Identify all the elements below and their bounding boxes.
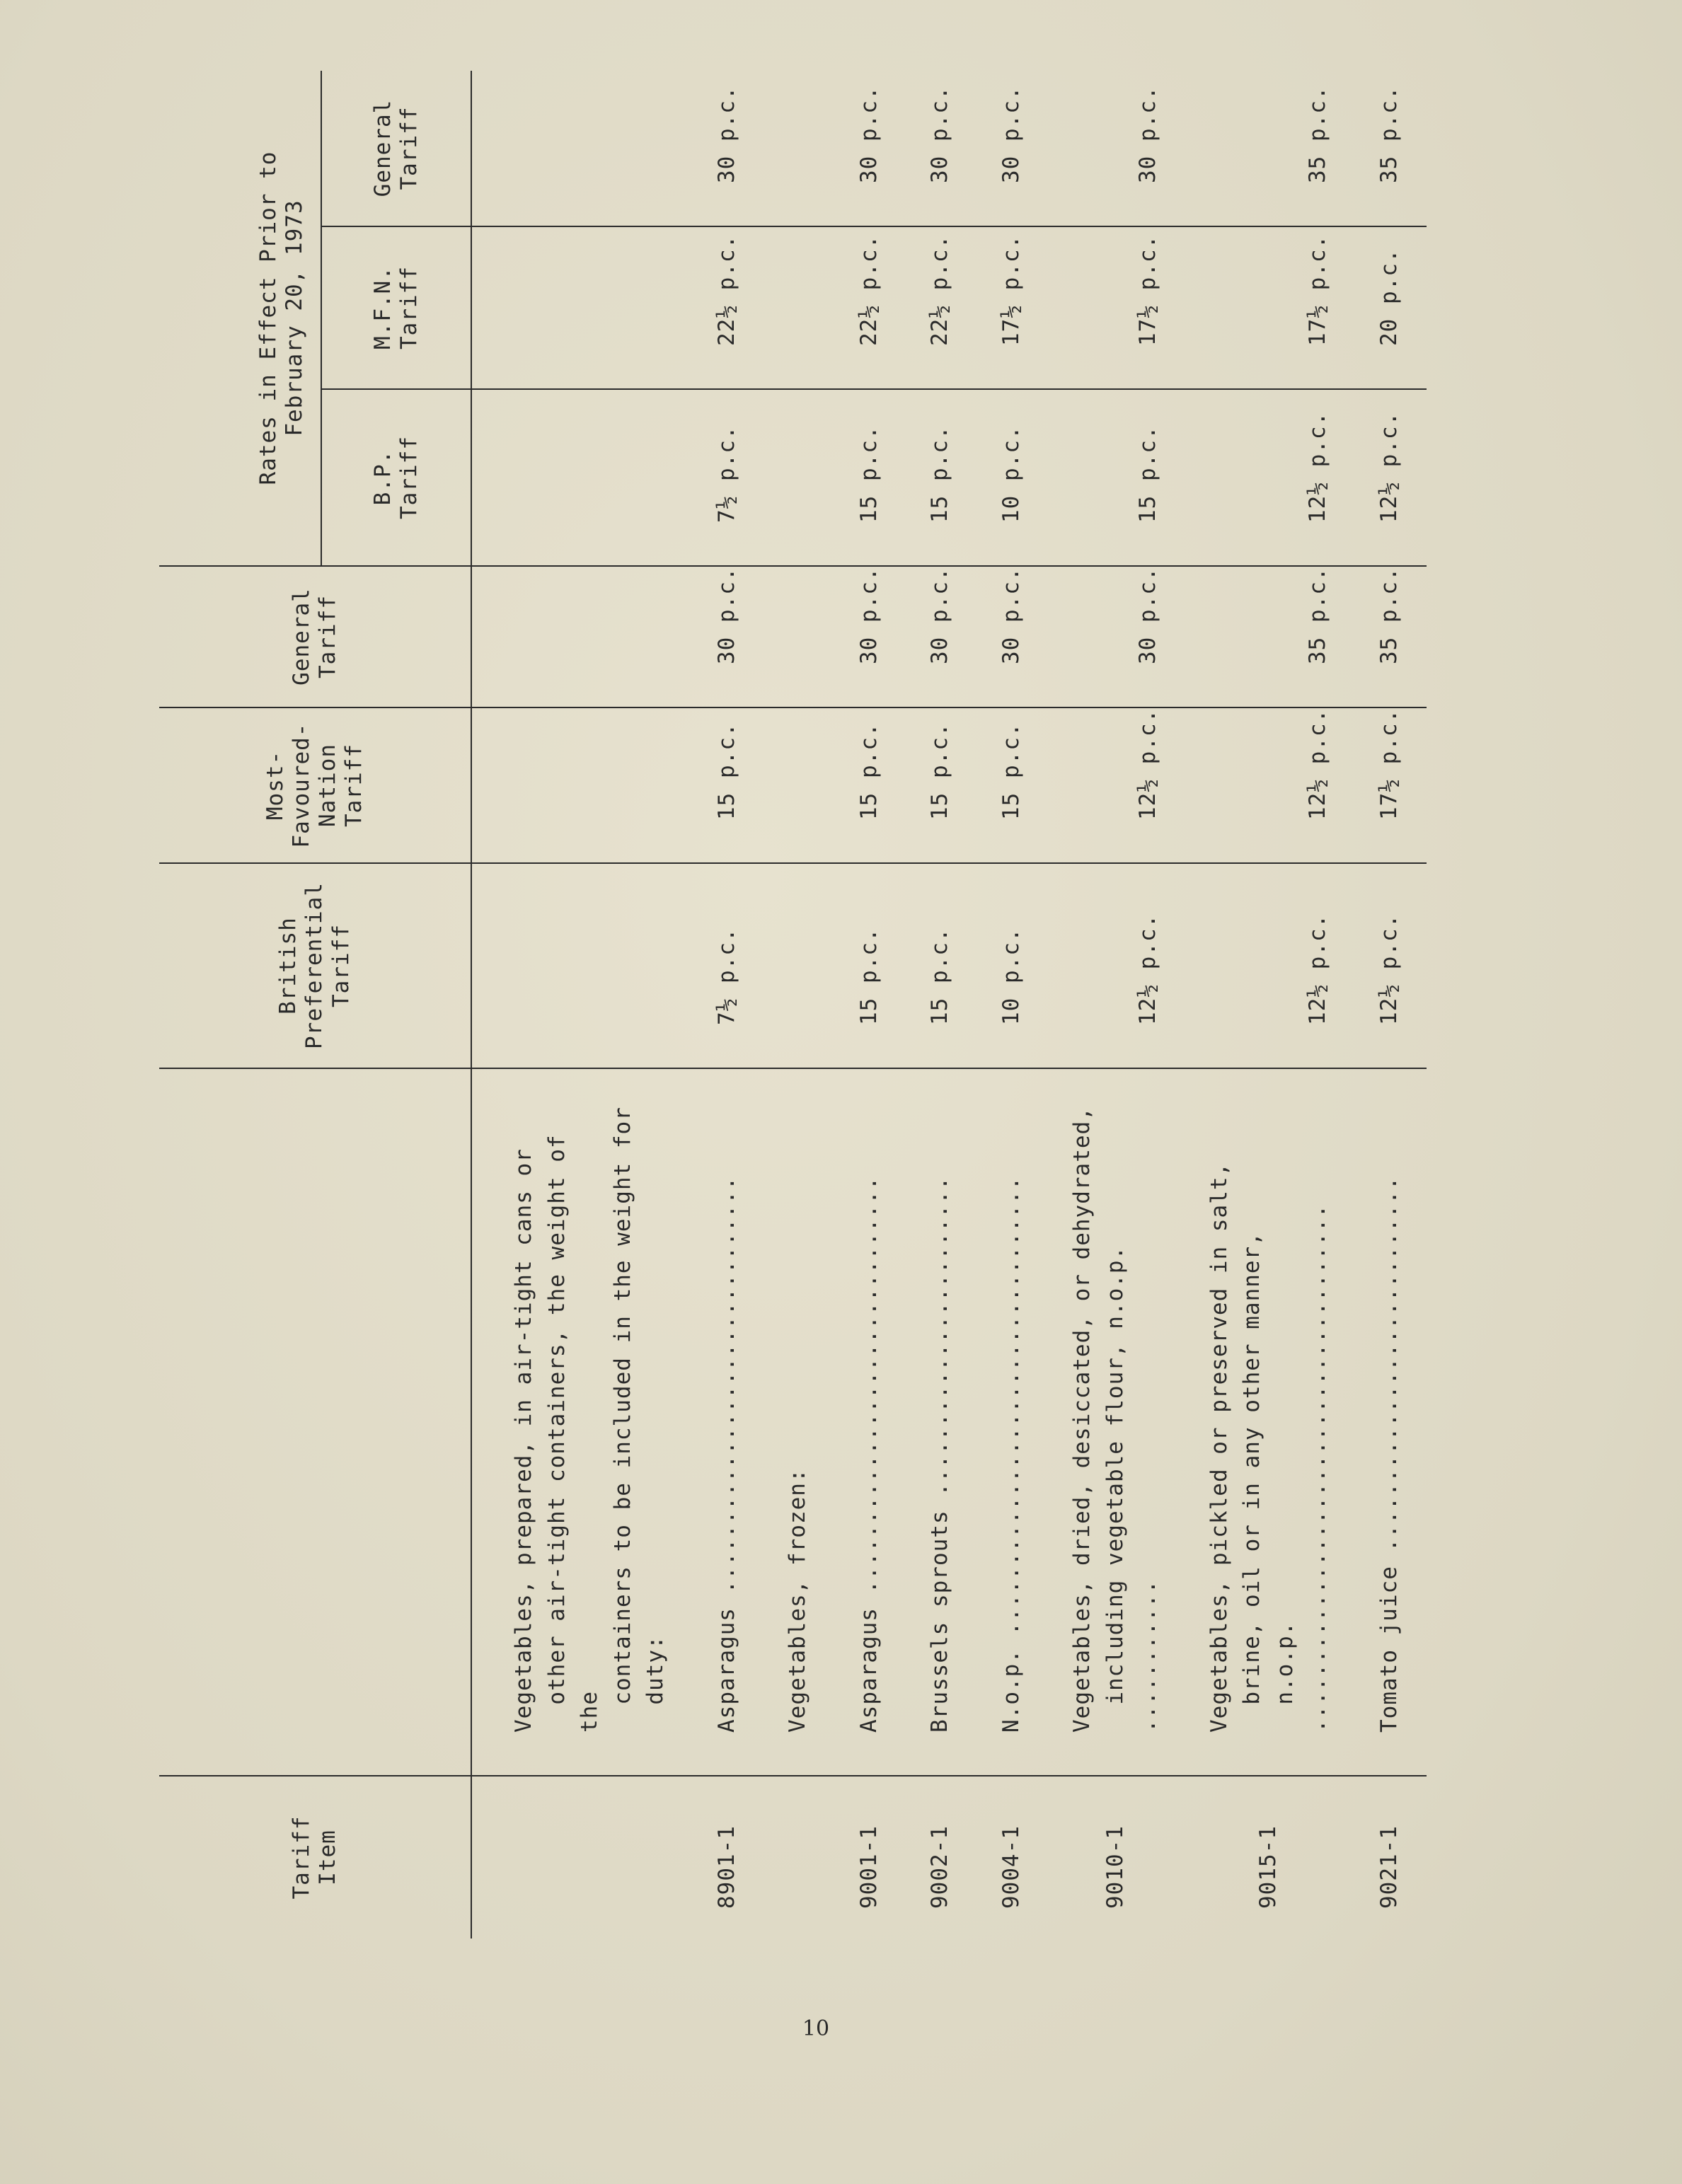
- table-row: [1356, 71, 1427, 1939]
- rate-prior-general: 30 p.c.: [906, 71, 978, 226]
- rate-bpt: 15 p.c.: [906, 863, 978, 1068]
- item-description: Tomato juice ...........................: [1356, 1068, 1427, 1776]
- rate-general: 30 p.c.: [693, 566, 765, 707]
- table-row: [906, 71, 978, 1939]
- header-british-preferential: British Preferential Tariff: [159, 863, 471, 1068]
- rate-bpt: 12½ p.c.: [1356, 863, 1427, 1068]
- header-prior-mfn: M.F.N. Tariff: [321, 226, 471, 389]
- rate-mfn: 15 p.c.: [906, 707, 978, 863]
- rate-prior-general: 35 p.c.: [1186, 71, 1356, 226]
- rate-prior-mfn: 17½ p.c.: [1049, 226, 1186, 389]
- rate-bpt: 12½ p.c.: [1186, 863, 1356, 1068]
- rate-mfn: [471, 707, 693, 863]
- rate-general: 30 p.c.: [836, 566, 907, 707]
- item-description: Vegetables, prepared, in air-tight cans or other air-tight containers, the weight of the containers to be included in the weight for duty:: [471, 1068, 693, 1776]
- rate-general: 30 p.c.: [906, 566, 978, 707]
- rate-mfn: 12½ p.c.: [1049, 707, 1186, 863]
- tariff-item-code: 9021-1: [1376, 1825, 1402, 1909]
- rate-prior-mfn: 17½ p.c.: [1186, 226, 1356, 389]
- rate-prior-mfn: 22½ p.c.: [693, 226, 765, 389]
- rate-general: [764, 566, 836, 707]
- tariff-item-code: 9015-1: [1255, 1825, 1281, 1909]
- item-description: Vegetables, dried, desiccated, or dehydrated, including vegetable flour, n.o.p. ...........: [1049, 1068, 1186, 1776]
- rate-prior-mfn: [764, 226, 836, 389]
- rate-prior-bp: [471, 389, 693, 566]
- table-row: [764, 71, 836, 1939]
- rate-prior-general: 35 p.c.: [1356, 71, 1427, 226]
- rate-general: 30 p.c.: [978, 566, 1049, 707]
- rate-mfn: 15 p.c.: [693, 707, 765, 863]
- item-description: Brussels sprouts .......................: [906, 1068, 978, 1776]
- page-number: 10: [802, 2016, 830, 2041]
- rate-prior-bp: [764, 389, 836, 566]
- rate-general: 35 p.c.: [1356, 566, 1427, 707]
- rate-bpt: 10 p.c.: [978, 863, 1049, 1068]
- rate-prior-mfn: 22½ p.c.: [906, 226, 978, 389]
- rate-prior-general: 30 p.c.: [1049, 71, 1186, 226]
- rate-prior-mfn: 20 p.c.: [1356, 226, 1427, 389]
- rate-bpt: [764, 863, 836, 1068]
- item-description: N.o.p. .................................: [978, 1068, 1049, 1776]
- rate-prior-bp: 7½ p.c.: [693, 389, 765, 566]
- rate-mfn: 15 p.c.: [978, 707, 1049, 863]
- tariff-item-code: 9004-1: [998, 1825, 1024, 1909]
- rate-prior-bp: 12½ p.c.: [1356, 389, 1427, 566]
- rate-prior-general: [764, 71, 836, 226]
- table-row: [693, 71, 765, 1939]
- item-description: Asparagus ..............................: [693, 1068, 765, 1776]
- tariff-item-code: 9010-1: [1102, 1825, 1128, 1909]
- rate-prior-bp: 10 p.c.: [978, 389, 1049, 566]
- rate-bpt: [471, 863, 693, 1068]
- rate-prior-mfn: 22½ p.c.: [836, 226, 907, 389]
- rate-mfn: 15 p.c.: [836, 707, 907, 863]
- rate-bpt: 12½ p.c.: [1049, 863, 1186, 1068]
- rate-prior-bp: 15 p.c.: [836, 389, 907, 566]
- item-description: Vegetables, frozen:: [764, 1068, 836, 1776]
- rate-prior-bp: 15 p.c.: [1049, 389, 1186, 566]
- table-header: [159, 71, 471, 1939]
- tariff-table-rotated: [159, 71, 1518, 1939]
- rate-bpt: 15 p.c.: [836, 863, 907, 1068]
- rate-prior-general: [471, 71, 693, 226]
- item-description: Asparagus ..............................: [836, 1068, 907, 1776]
- header-rates-prior: Rates in Effect Prior to February 20, 1973: [159, 71, 321, 566]
- tariff-item-code: 9002-1: [927, 1825, 952, 1909]
- tariff-item-code: [471, 1776, 693, 1939]
- table-row: [1186, 71, 1356, 1939]
- header-prior-general: General Tariff: [321, 71, 471, 226]
- rate-general: 30 p.c.: [1049, 566, 1186, 707]
- table-row: [978, 71, 1049, 1939]
- tariff-item-code: [764, 1776, 836, 1939]
- tariff-item-code: 8901-1: [713, 1825, 739, 1909]
- tariff-item-code: 9001-1: [856, 1825, 882, 1909]
- rate-mfn: 17½ p.c.: [1356, 707, 1427, 863]
- rate-prior-general: 30 p.c.: [836, 71, 907, 226]
- header-general-tariff: General Tariff: [159, 566, 471, 707]
- rate-general: 35 p.c.: [1186, 566, 1356, 707]
- header-tariff-item: Tariff Item: [159, 1776, 471, 1939]
- rate-prior-general: 30 p.c.: [978, 71, 1049, 226]
- table-body: [471, 71, 1427, 1939]
- rate-prior-general: 30 p.c.: [693, 71, 765, 226]
- rate-prior-mfn: 17½ p.c.: [978, 226, 1049, 389]
- rate-mfn: 12½ p.c.: [1186, 707, 1356, 863]
- rate-prior-bp: 12½ p.c.: [1186, 389, 1356, 566]
- rate-bpt: 7½ p.c.: [693, 863, 765, 1068]
- rate-prior-mfn: [471, 226, 693, 389]
- item-description: Vegetables, pickled or preserved in salt, brine, oil or in any other manner, n.o.p. ......................................: [1186, 1068, 1356, 1776]
- table-row: [471, 71, 693, 1939]
- header-prior-bp: B.P. Tariff: [321, 389, 471, 566]
- rate-mfn: [764, 707, 836, 863]
- rate-prior-bp: 15 p.c.: [906, 389, 978, 566]
- table-row: [836, 71, 907, 1939]
- header-most-favoured-nation: Most- Favoured- Nation Tariff: [159, 707, 471, 863]
- rate-general: [471, 566, 693, 707]
- table-row: [1049, 71, 1186, 1939]
- header-description: [159, 1068, 471, 1776]
- tariff-table: [159, 71, 1427, 1939]
